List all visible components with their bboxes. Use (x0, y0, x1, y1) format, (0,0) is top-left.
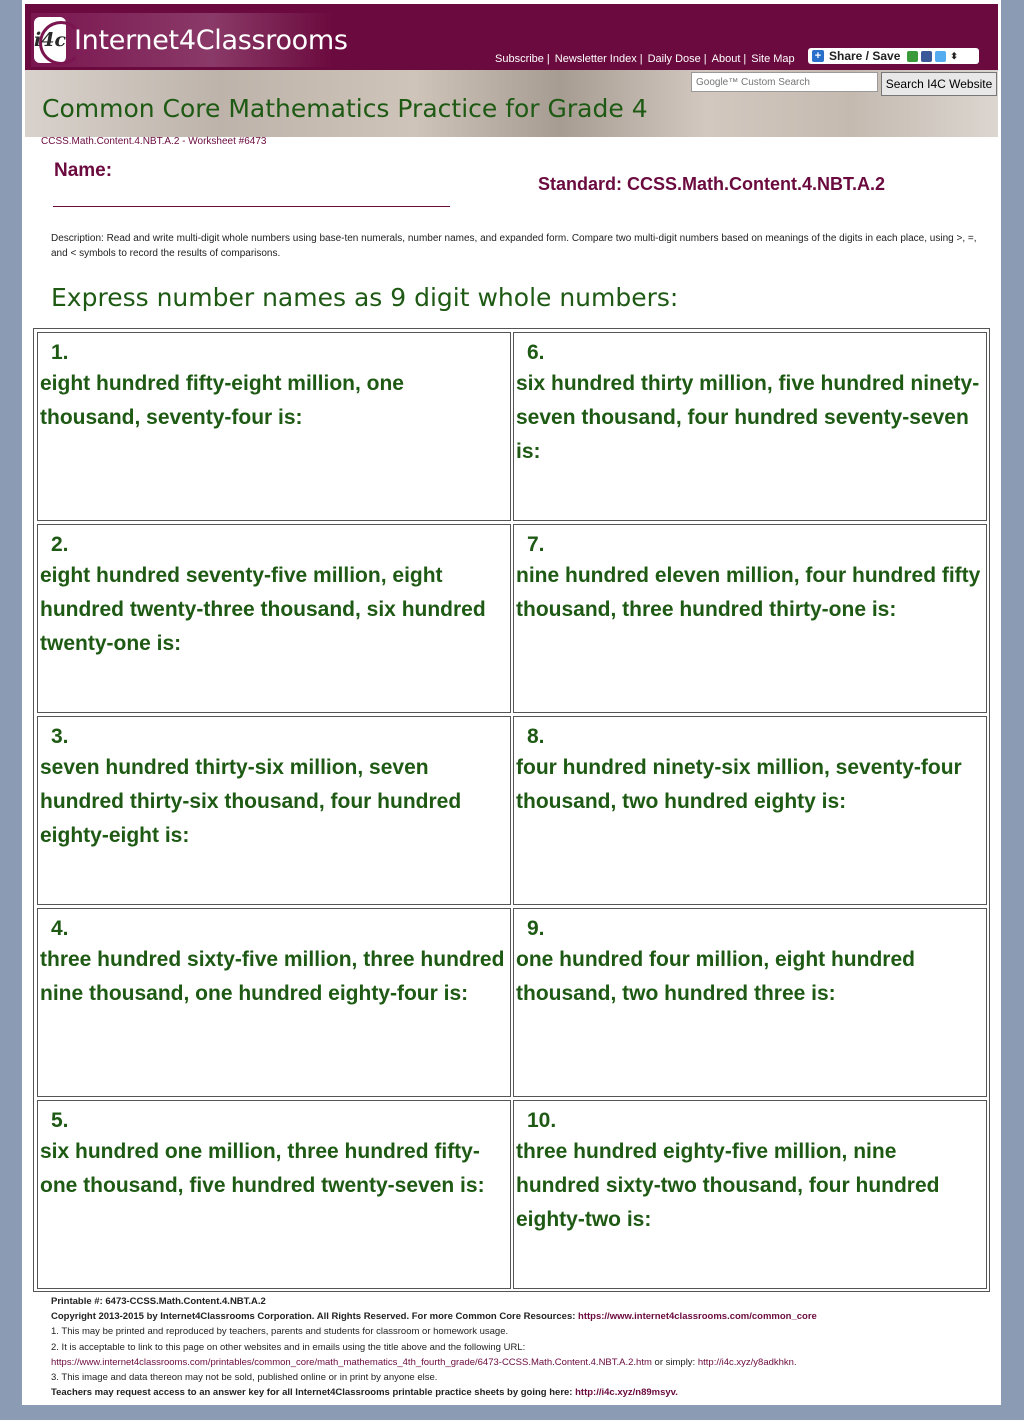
standard-label: Standard: CCSS.Math.Content.4.NBT.A.2 (538, 174, 886, 194)
problem-text: eight hundred seventy-five million, eight hundred twenty-three thousand, six hundred twenty-one is: (40, 564, 486, 655)
nav-separator: | (546, 53, 550, 65)
footer-note-1: 1. This may be printed and reproduced by teachers, parents and students for classroom or homework usage. (51, 1326, 509, 1338)
problem-cell (513, 716, 987, 905)
problem-cell (37, 1100, 511, 1289)
nav-separator: | (639, 53, 643, 65)
plus-icon: + (812, 50, 824, 62)
instruction-heading: Express number names as 9 digit whole numbers: (51, 283, 679, 312)
problem-text: three hundred eighty-five million, nine hundred sixty-two thousand, four hundred eighty-two is: (516, 1140, 940, 1231)
problem-number: 7. (527, 533, 545, 556)
nav-daily-dose[interactable]: Daily Dose (647, 53, 701, 65)
banner (25, 70, 998, 137)
problems-table (33, 328, 990, 1292)
problem-text: nine hundred eleven million, four hundred fifty thousand, three hundred thirty-one is: (516, 564, 981, 621)
top-nav (495, 53, 795, 65)
nav-separator: | (743, 53, 747, 65)
nav-about[interactable]: About (711, 53, 741, 65)
share-label: Share / Save (829, 49, 901, 63)
logo-text: Internet4Classrooms (74, 24, 348, 56)
worksheet-long-url[interactable]: https://www.internet4classrooms.com/printables/common_core/math_mathematics_4th_fourth_grade/6473-CCSS.Math.Content.4.NBT.A.2.htm (51, 1356, 652, 1368)
url-or-text: or simply: (654, 1356, 696, 1368)
problem-text: three hundred sixty-five million, three hundred nine thousand, one hundred eighty-four is: (40, 948, 505, 1005)
problem-text: six hundred one million, three hundred fifty-one thousand, five hundred twenty-seven is: (40, 1140, 485, 1197)
nav-newsletter-index[interactable]: Newsletter Index (554, 53, 637, 65)
problem-cell (513, 332, 987, 521)
problem-text: four hundred ninety-six million, seventy-four thousand, two hundred eighty is: (516, 756, 962, 813)
email-share-icon[interactable] (907, 51, 918, 62)
name-label: Name: (54, 160, 113, 181)
breadcrumb: CCSS.Math.Content.4.NBT.A.2 - Worksheet #6473 (41, 136, 267, 147)
nav-site-map[interactable]: Site Map (751, 53, 795, 65)
problem-cell (513, 908, 987, 1097)
problem-number: 8. (527, 725, 545, 748)
chevron-updown-icon[interactable]: ⬍ (950, 50, 958, 61)
problem-number: 3. (51, 725, 69, 748)
share-save-button[interactable] (808, 48, 979, 64)
answer-key-line (51, 1385, 991, 1400)
problem-text: one hundred four million, eight hundred thousand, two hundred three is: (516, 948, 915, 1005)
problem-number: 5. (51, 1109, 69, 1132)
problem-cell (37, 716, 511, 905)
problem-text: seven hundred thirty-six million, seven hundred thirty-six thousand, four hundred eighty-eight is: (40, 756, 462, 847)
footer-url-line (51, 1355, 991, 1370)
problem-number: 9. (527, 917, 545, 940)
name-line (53, 206, 450, 207)
worksheet-short-url[interactable]: http://i4c.xyz/y8adkhkn. (697, 1356, 797, 1368)
answer-key-link[interactable]: http://i4c.xyz/n89msyv. (575, 1387, 678, 1399)
problem-cell (37, 332, 511, 521)
problem-cell (513, 1100, 987, 1289)
problem-number: 4. (51, 917, 69, 940)
worksheet-page (22, 0, 1001, 1405)
problem-cell (37, 524, 511, 713)
nav-separator: | (703, 53, 707, 65)
site-logo[interactable] (31, 13, 348, 67)
search-button[interactable]: Search I4C Website (881, 72, 997, 96)
problem-text: six hundred thirty million, five hundred ninety-seven thousand, four hundred seventy-seven is: (516, 372, 980, 463)
problem-number: 2. (51, 533, 69, 556)
problem-number: 1. (51, 341, 69, 364)
copyright-line (51, 1309, 991, 1324)
problem-text: eight hundred fifty-eight million, one thousand, seventy-four is: (40, 372, 404, 429)
search-input[interactable] (691, 72, 878, 92)
printable-number: Printable #: 6473-CCSS.Math.Content.4.NBT.A.2 (51, 1296, 266, 1307)
facebook-icon[interactable] (921, 51, 932, 62)
footer (51, 1294, 991, 1400)
problem-cell (513, 524, 987, 713)
answer-key-text: Teachers may request access to an answer key for all Internet4Classrooms printable practice sheets by going here: (51, 1387, 573, 1399)
problem-number: 6. (527, 341, 545, 364)
site-header (25, 4, 998, 70)
problem-number: 10. (527, 1109, 557, 1132)
footer-note-2: 2. It is acceptable to link to this page on other websites and in emails using the title above and the following URL: (51, 1341, 526, 1353)
description: Description: Read and write multi-digit whole numbers using base-ten numerals, number names, and expanded form. Compare two multi-digit numbers based on meanings of the digits in each place, using >, =, and < symbols to record the results of comparisons. (51, 233, 977, 259)
common-core-link[interactable]: https://www.internet4classrooms.com/common_core (578, 1311, 817, 1323)
nav-subscribe[interactable]: Subscribe (495, 53, 544, 65)
logo-badge-icon (34, 17, 66, 63)
logo-badge-text: i4c (34, 29, 67, 51)
footer-note-3: 3. This image and data thereon may not be sold, published online or in print by anyone else. (51, 1372, 438, 1384)
problem-cell (37, 908, 511, 1097)
copyright-text: Copyright 2013-2015 by Internet4Classrooms Corporation. All Rights Reserved. For more Common Core Resources: (51, 1311, 576, 1323)
twitter-icon[interactable] (935, 51, 946, 62)
page-title: Common Core Mathematics Practice for Grade 4 (42, 94, 648, 123)
